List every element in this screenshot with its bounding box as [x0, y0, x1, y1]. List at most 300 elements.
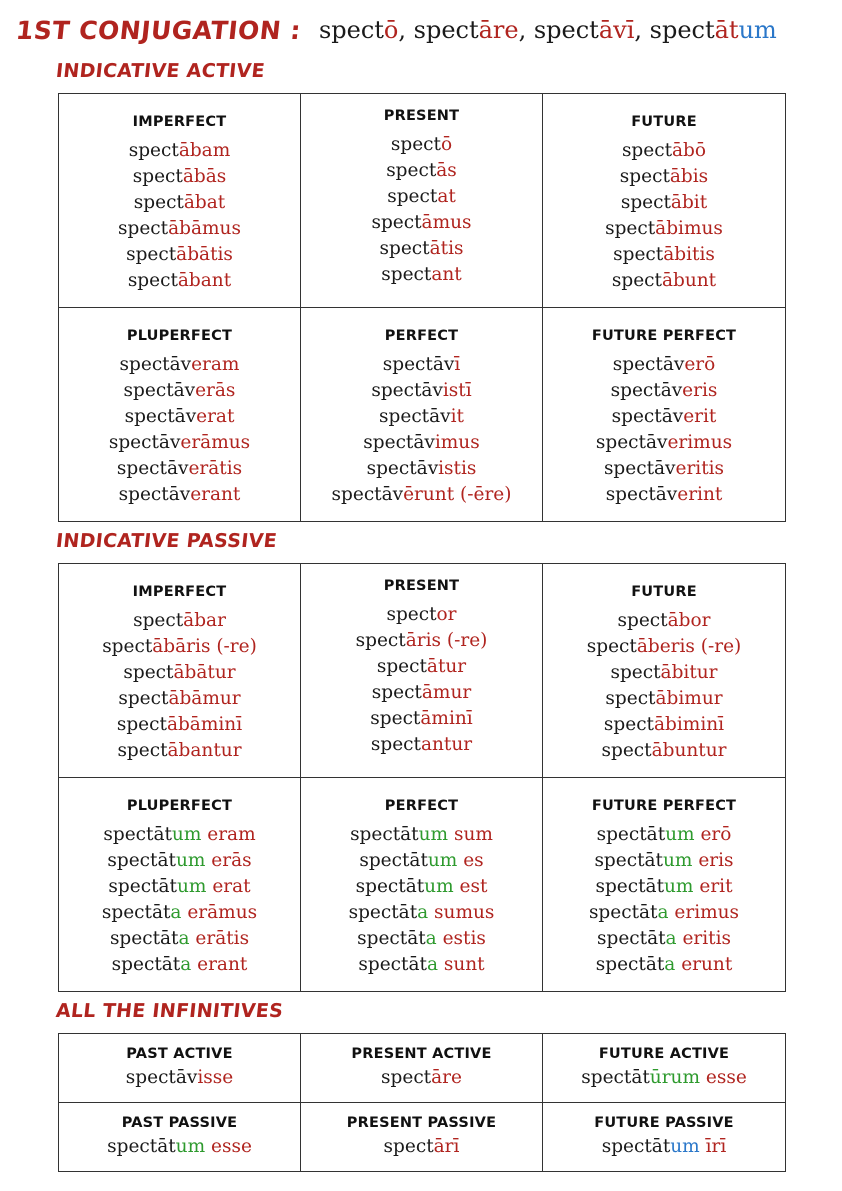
verb-form	[59, 352, 300, 378]
stem-text: spectāt	[588, 902, 658, 923]
ending-text: erāmus	[180, 432, 251, 453]
stem-text: spectāt	[601, 1136, 671, 1157]
tense-cell	[59, 1103, 301, 1172]
verb-form	[301, 926, 542, 952]
stem-text: spectāt	[358, 954, 427, 975]
participle-ending-text: a	[417, 902, 429, 923]
participle-ending-text: a	[180, 954, 192, 975]
stem-text: spect	[370, 734, 421, 755]
tense-cell	[301, 564, 543, 778]
stem-text: , spect	[634, 16, 715, 44]
verb-form	[543, 268, 785, 294]
verb-form	[543, 848, 785, 874]
tense-heading: PLUPERFECT	[126, 798, 233, 814]
verb-form	[59, 874, 300, 900]
tense-heading: FUTURE PERFECT	[591, 798, 737, 814]
ending-text: erit	[693, 876, 733, 897]
verb-form	[543, 404, 785, 430]
stem-text: spect	[611, 270, 662, 291]
stem-text: spect	[381, 264, 432, 285]
ending-text: ābāmus	[168, 218, 241, 239]
stem-text: spectāv	[382, 354, 455, 375]
tense-heading: PLUPERFECT	[126, 328, 233, 344]
participle-ending-text: um	[418, 824, 449, 845]
participle-ending-text: um	[171, 824, 202, 845]
conjugation-label: 1ST CONJUGATION :	[14, 15, 303, 45]
page-header	[16, 10, 777, 50]
tense-heading: IMPERFECT	[132, 584, 227, 600]
stem-text: spectāt	[596, 928, 666, 949]
ending-text: esse	[205, 1136, 252, 1157]
stem-text: spect	[133, 610, 184, 631]
stem-text: spectāv	[366, 458, 439, 479]
stem-text: spect	[620, 192, 671, 213]
stem-text: spect	[613, 244, 664, 265]
stem-text: spect	[621, 140, 673, 161]
verb-form	[301, 628, 542, 654]
stem-text: spectāv	[363, 432, 435, 453]
tense-heading: PAST ACTIVE	[126, 1046, 233, 1062]
verb-form	[301, 952, 542, 978]
verb-form	[59, 456, 300, 482]
ending-text: ābuntur	[651, 740, 727, 761]
verb-form	[59, 378, 300, 404]
ending-text: erō	[684, 354, 716, 375]
participle-ending-text: um	[662, 850, 693, 871]
ending-text: āberis (-re)	[636, 636, 742, 657]
stem-text: spect	[386, 604, 437, 625]
table-row	[59, 94, 786, 308]
tense-cell	[543, 94, 786, 308]
stem-text: spectāv	[123, 380, 196, 401]
ending-text: āre	[431, 1067, 462, 1088]
principal-part	[634, 16, 776, 44]
participle-ending-text: a	[170, 902, 182, 923]
stem-text: spectāt	[107, 850, 176, 871]
ending-text: ābiminī	[654, 714, 725, 735]
stem-text: spectāv	[331, 484, 404, 505]
ending-text: erat	[206, 876, 251, 897]
ending-text: ābitis	[663, 244, 715, 265]
verb-form	[59, 848, 300, 874]
ending-text: or	[436, 604, 457, 625]
verb-form	[59, 1133, 300, 1161]
stem-text: spectāt	[595, 876, 665, 897]
tense-heading: PERFECT	[384, 328, 459, 344]
stem-text: spect	[376, 656, 427, 677]
tense-cell	[301, 94, 543, 308]
ending-text: istis	[438, 458, 477, 479]
verb-form	[543, 378, 785, 404]
ending-text: āre	[478, 16, 519, 44]
ending-text: ās	[436, 160, 457, 181]
ending-text: erat	[196, 406, 235, 427]
participle-ending-text: um	[664, 876, 694, 897]
stem-text: spect	[132, 166, 183, 187]
stem-text: spectāv	[108, 432, 181, 453]
principal-part	[319, 16, 398, 44]
verb-form	[301, 378, 542, 404]
verb-form	[59, 660, 300, 686]
tense-cell	[301, 1034, 543, 1103]
participle-ending-text: a	[665, 928, 677, 949]
stem-text: spectāt	[581, 1067, 650, 1088]
ending-text: es	[457, 850, 484, 871]
stem-text: spect	[355, 630, 406, 651]
participle-ending-text: a	[178, 928, 190, 949]
ending-text: erō	[694, 824, 732, 845]
stem-text: spect	[379, 238, 430, 259]
indicative-active-table	[58, 93, 786, 522]
stem-text: , spect	[518, 16, 599, 44]
stem-text: spectāv	[118, 484, 191, 505]
verb-form	[59, 926, 300, 952]
stem-text: spectāt	[108, 876, 177, 897]
verb-form	[301, 602, 542, 628]
tense-heading: PAST PASSIVE	[121, 1115, 238, 1131]
verb-form	[543, 190, 785, 216]
ending-text: erās	[195, 380, 236, 401]
verb-form	[543, 874, 785, 900]
supine-ending-text: um	[738, 16, 777, 44]
stem-text: spectāv	[125, 1067, 198, 1088]
stem-text: spect	[128, 140, 179, 161]
ending-text: it	[450, 406, 464, 427]
stem-text: spect	[605, 218, 656, 239]
stem-text: spect	[118, 688, 169, 709]
stem-text: spect	[383, 1136, 434, 1157]
ending-text: ābās	[182, 166, 227, 187]
participle-ending-text: a	[664, 954, 676, 975]
verb-form	[59, 634, 300, 660]
ending-text: erant	[190, 484, 241, 505]
verb-form	[543, 138, 785, 164]
verb-form	[301, 1133, 542, 1161]
verb-form	[543, 660, 785, 686]
tense-heading: PRESENT	[383, 108, 460, 124]
stem-text: spect	[605, 688, 656, 709]
tense-heading: FUTURE PERFECT	[591, 328, 737, 344]
principal-part	[519, 16, 635, 44]
verb-form	[301, 822, 542, 848]
verb-form	[59, 482, 300, 508]
tense-cell	[301, 1103, 543, 1172]
ending-text: erant	[191, 954, 248, 975]
ending-text: erāmus	[181, 902, 258, 923]
ending-text: eritis	[676, 928, 731, 949]
stem-text: spectāt	[595, 954, 665, 975]
stem-text: spectāt	[103, 824, 172, 845]
table-row	[59, 564, 786, 778]
ending-text: ābimus	[655, 218, 723, 239]
verb-form	[59, 608, 300, 634]
verb-form	[59, 242, 300, 268]
stem-text: spect	[617, 610, 668, 631]
tense-cell	[543, 1103, 786, 1172]
stem-text: spectāt	[357, 928, 426, 949]
ending-text: ābāminī	[166, 714, 243, 735]
verb-form	[59, 822, 300, 848]
tense-heading: FUTURE PASSIVE	[594, 1115, 734, 1131]
participle-ending-text: um	[175, 850, 206, 871]
ending-text: āris (-re)	[405, 630, 488, 651]
stem-text: spect	[133, 192, 184, 213]
verb-form	[301, 404, 542, 430]
ending-text: ābāris (-re)	[152, 636, 257, 657]
tense-cell	[543, 308, 786, 522]
ending-text: istī	[442, 380, 472, 401]
verb-form	[301, 706, 542, 732]
verb-form	[301, 262, 542, 288]
participle-ending-text: a	[657, 902, 669, 923]
ending-text: ābitur	[660, 662, 718, 683]
stem-text: spect	[371, 682, 422, 703]
verb-form	[543, 352, 785, 378]
ending-text: erunt	[675, 954, 733, 975]
table-row	[59, 778, 786, 992]
ending-text: erit	[683, 406, 717, 427]
verb-form	[301, 352, 542, 378]
stem-text: spect	[126, 244, 177, 265]
tense-cell	[59, 94, 301, 308]
stem-text: spectāt	[101, 902, 171, 923]
supine-ending-text: um	[670, 1136, 700, 1157]
ending-text: ābor	[667, 610, 711, 631]
indicative-passive-table	[58, 563, 786, 992]
stem-text: spectāv	[371, 380, 443, 401]
ending-text: ērunt (-ēre)	[403, 484, 512, 505]
stem-text: spect	[601, 740, 652, 761]
ending-text: ō	[440, 134, 453, 155]
ending-text: erint	[677, 484, 723, 505]
verb-form	[543, 712, 785, 738]
stem-text: spectāv	[612, 354, 685, 375]
stem-text: spect	[117, 740, 168, 761]
ending-text: est	[453, 876, 488, 897]
tense-cell	[59, 564, 301, 778]
stem-text: spectāt	[359, 850, 428, 871]
verb-form	[59, 404, 300, 430]
verb-form	[301, 874, 542, 900]
participle-ending-text: um	[665, 824, 695, 845]
stem-text: spect	[381, 1067, 432, 1088]
tense-cell	[59, 778, 301, 992]
ending-text: āt	[714, 16, 739, 44]
ending-text: ō	[383, 16, 399, 44]
ending-text: ābimur	[655, 688, 723, 709]
verb-form	[301, 654, 542, 680]
stem-text: spectāv	[603, 458, 676, 479]
ending-text: āmur	[421, 682, 472, 703]
tense-cell	[543, 564, 786, 778]
stem-text: spectāt	[111, 954, 181, 975]
verb-form	[301, 732, 542, 758]
tense-heading: FUTURE ACTIVE	[598, 1046, 730, 1062]
verb-form	[543, 1133, 785, 1161]
tense-heading: FUTURE	[631, 584, 697, 600]
table-row	[59, 1103, 786, 1172]
verb-form	[301, 184, 542, 210]
verb-form	[543, 482, 785, 508]
participle-ending-text: um	[424, 876, 454, 897]
ending-text: ābam	[178, 140, 231, 161]
verb-form	[301, 132, 542, 158]
verb-form	[301, 430, 542, 456]
participle-ending-text: a	[425, 928, 437, 949]
stem-text: spect	[586, 636, 637, 657]
tense-heading: FUTURE	[631, 114, 697, 130]
verb-form	[59, 1064, 300, 1092]
verb-form	[59, 138, 300, 164]
verb-form	[543, 164, 785, 190]
verb-form	[301, 158, 542, 184]
verb-form	[543, 216, 785, 242]
verb-form	[543, 608, 785, 634]
verb-form	[301, 848, 542, 874]
ending-text: eram	[191, 354, 240, 375]
tense-heading: IMPERFECT	[132, 114, 227, 130]
stem-text: spect	[118, 218, 169, 239]
stem-text: spect	[127, 270, 178, 291]
verb-form	[543, 242, 785, 268]
ending-text: ābantur	[167, 740, 242, 761]
ending-text: ābunt	[661, 270, 717, 291]
stem-text: spectāv	[605, 484, 678, 505]
participle-ending-text: um	[175, 1136, 206, 1157]
ending-text: antur	[420, 734, 473, 755]
tense-heading: PRESENT PASSIVE	[346, 1115, 497, 1131]
stem-text: spect	[603, 714, 654, 735]
verb-form	[543, 738, 785, 764]
ending-text: ābar	[183, 610, 226, 631]
ending-text: ābō	[672, 140, 707, 161]
stem-text: spectāt	[355, 876, 425, 897]
participle-ending-text: um	[176, 876, 207, 897]
ending-text: esse	[700, 1067, 747, 1088]
stem-text: spectāt	[594, 850, 663, 871]
table-row	[59, 308, 786, 522]
stem-text: spect	[370, 708, 421, 729]
ending-text: ābit	[670, 192, 708, 213]
verb-form	[301, 210, 542, 236]
verb-form	[59, 712, 300, 738]
verb-form	[59, 268, 300, 294]
ending-text: erātis	[189, 928, 250, 949]
stem-text: spect	[386, 160, 437, 181]
verb-form	[59, 900, 300, 926]
principal-part	[398, 16, 518, 44]
ending-text: eris	[692, 850, 734, 871]
stem-text: spect	[610, 662, 661, 683]
stem-text: spectāv	[379, 406, 451, 427]
ending-text: ārī	[433, 1136, 460, 1157]
ending-text: ābat	[183, 192, 226, 213]
tense-cell	[59, 1034, 301, 1103]
stem-text: spect	[102, 636, 153, 657]
verb-form	[543, 456, 785, 482]
tense-heading: PRESENT	[383, 578, 460, 594]
stem-text: spectāv	[611, 406, 684, 427]
tense-cell	[301, 308, 543, 522]
participle-ending-text: um	[427, 850, 458, 871]
principal-parts	[319, 16, 777, 44]
verb-form	[543, 952, 785, 978]
ending-text: īrī	[699, 1136, 727, 1157]
verb-form	[59, 164, 300, 190]
tense-cell	[59, 308, 301, 522]
tense-cell	[301, 778, 543, 992]
ending-text: erimus	[667, 432, 733, 453]
ending-text: erās	[205, 850, 252, 871]
stem-text: spectāt	[350, 824, 419, 845]
verb-form	[59, 686, 300, 712]
verb-form	[59, 190, 300, 216]
ending-text: ātis	[429, 238, 464, 259]
tense-cell	[543, 778, 786, 992]
verb-form	[301, 456, 542, 482]
verb-form	[59, 952, 300, 978]
participle-ending-text: a	[426, 954, 438, 975]
stem-text: spectāt	[596, 824, 666, 845]
tense-cell	[543, 1034, 786, 1103]
ending-text: sumus	[428, 902, 495, 923]
ending-text: ābant	[177, 270, 232, 291]
verb-form	[543, 634, 785, 660]
participle-ending-text: ūrum	[649, 1067, 700, 1088]
tense-heading: PRESENT ACTIVE	[351, 1046, 492, 1062]
verb-form	[301, 1064, 542, 1092]
stem-text: spect	[387, 186, 438, 207]
stem-text: spectāv	[610, 380, 683, 401]
stem-text: spect	[123, 662, 174, 683]
ending-text: ābāmur	[168, 688, 241, 709]
verb-form	[301, 680, 542, 706]
ending-text: at	[437, 186, 456, 207]
section-title-infinitives: ALL THE INFINITIVES	[54, 1000, 285, 1022]
table-row	[59, 1034, 786, 1103]
verb-form	[543, 686, 785, 712]
stem-text: spectāt	[109, 928, 179, 949]
ending-text: ābātis	[176, 244, 233, 265]
stem-text: spect	[371, 212, 422, 233]
section-title-indicative-active: INDICATIVE ACTIVE	[54, 60, 266, 82]
ending-text: āmus	[421, 212, 472, 233]
stem-text: spect	[619, 166, 670, 187]
stem-text: spectāt	[107, 1136, 176, 1157]
ending-text: ābātur	[173, 662, 236, 683]
ending-text: ātur	[426, 656, 467, 677]
ending-text: āminī	[420, 708, 473, 729]
ending-text: ī	[454, 354, 461, 375]
ending-text: āvī	[598, 16, 635, 44]
ending-text: erimus	[668, 902, 740, 923]
ending-text: eris	[682, 380, 718, 401]
verb-form	[59, 430, 300, 456]
ending-text: eritis	[675, 458, 725, 479]
ending-text: erātis	[188, 458, 243, 479]
verb-form	[543, 1064, 785, 1092]
ending-text: eram	[201, 824, 256, 845]
ending-text: sunt	[437, 954, 485, 975]
tense-heading: PERFECT	[384, 798, 459, 814]
verb-form	[543, 926, 785, 952]
infinitives-table	[58, 1033, 786, 1172]
verb-form	[301, 900, 542, 926]
verb-form	[301, 482, 542, 508]
stem-text: spectāv	[119, 354, 192, 375]
verb-form	[301, 236, 542, 262]
verb-form	[59, 216, 300, 242]
